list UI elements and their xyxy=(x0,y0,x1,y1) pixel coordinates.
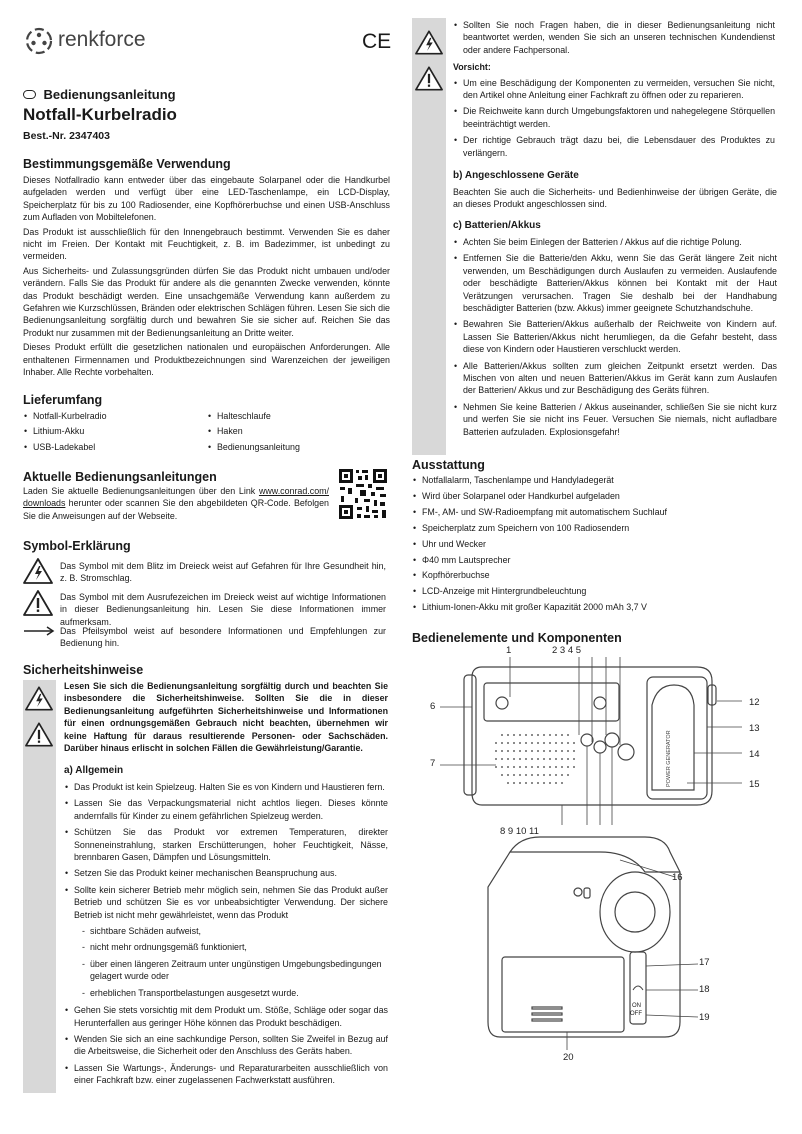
radio-back-diagram xyxy=(470,832,730,1052)
callout-label-12: 12 xyxy=(749,697,760,708)
intended-use-p3: Aus Sicherheits- und Zulassungsgründen dürfen Sie das Produkt nicht umbauen und/oder verändern. Falls Sie das Produkt für andere als die genannten Zwecke verwenden, könnte das Produkt beschädigt werden. Eine unsachgemäße Verwendung kann außerdem zu Gefahren wie Kurzschlüssen, Bränden oder elektrischen Schlägen führen. Lesen Sie sich die Bedienungsanleitung sorgfältig durch und bewahren Sie sie sicher auf. Reichen Sie das Produkt nur zusammen mit der Bedienungsanleitung an Dritte weiter. xyxy=(23,265,390,338)
callout-lines xyxy=(440,657,742,825)
list-item: • Bedienungsanleitung xyxy=(207,441,387,453)
callout-label-19: 19 xyxy=(699,1012,710,1023)
components-title: Bedienelemente und Komponenten xyxy=(412,631,622,645)
list-item: • Gehen Sie stets vorsichtig mit dem Produkt um. Stöße, Schläge oder sogar das Herunterfallen aus geringer Höhe können das Produkt beschädigen. xyxy=(64,1004,388,1029)
callout-label-2-5: 2 3 4 5 xyxy=(552,645,582,656)
general-list xyxy=(64,781,388,1087)
safety-intro: Lesen Sie sich die Bedienungsanleitung sorgfältig durch und beachten Sie insbesondere die Sicherheitshinweise. Sollten Sie die in dieser Bedienungsanleitung aufgeführten Sicherheitshinweise und Informationen für einen ordnungsgemäßen Gebrauch nicht beachten, übernehmen wir keine Haftung für daraus resultierende Personen- oder Sachschäden. Darüber hinaus erlischt in solchen Fällen die Gewährleistung/Garantie. xyxy=(64,681,388,754)
callout-label-15: 15 xyxy=(749,779,760,790)
battery-list xyxy=(453,236,777,438)
manual-label: Bedienungsanleitung xyxy=(43,87,176,102)
list-item: • LCD-Anzeige mit Hintergrundbeleuchtung xyxy=(412,585,777,597)
list-item: • Die Reichweite kann durch Umgebungsfaktoren und nahegelegene Störquellen beeinträchtigt werden. xyxy=(453,105,775,130)
list-item: • Setzen Sie das Produkt keiner mechanischen Beanspruchung aus. xyxy=(64,867,388,879)
manuals-link-cont[interactable]: downloads xyxy=(23,498,66,509)
symbol-arrow-text: Das Pfeilsymbol weist auf besondere Informationen und Empfehlungen zur Bedienung hin. xyxy=(60,626,386,649)
sub-list-item: - sichtbare Schäden aufweist, xyxy=(82,925,388,937)
list-item: • FM-, AM- und SW-Radioempfang mit automatischem Suchlauf xyxy=(412,506,777,518)
list-item: • Kopfhörerbuchse xyxy=(412,569,777,581)
list-item: • Speicherplatz zum Speichern von 100 Radiosendern xyxy=(412,522,777,534)
radio-front-diagram xyxy=(412,645,782,835)
arrow-right-icon xyxy=(23,626,55,636)
scope-list-right xyxy=(207,410,387,453)
radio-back-body xyxy=(488,837,680,1037)
lightning-warning-icon xyxy=(23,558,53,584)
callout-label-1: 1 xyxy=(506,645,512,656)
sub-list-item: - nicht mehr ordnungsgemäß funktioniert, xyxy=(82,941,388,953)
power-generator-label: POWER GENERATOR xyxy=(666,730,672,787)
list-item: • Wenden Sie sich an eine sachkundige Person, sollten Sie Zweifel in Bezug auf die Arbeitsweise, die Sicherheit oder den Anschluss des Geräts haben. xyxy=(64,1033,388,1058)
exclamation-warning-icon xyxy=(415,66,443,91)
list-item: • Lithium-Ionen-Akku mit großer Kapazität 2000 mAh 3,7 V xyxy=(412,601,777,613)
list-item: • Φ40 mm Lautsprecher xyxy=(412,554,777,566)
symbol-lightning-text: Das Symbol mit dem Blitz im Dreieck weist auf Gefahren für Ihre Gesundheit hin, z. B. Stromschlag. xyxy=(60,561,386,584)
callout-label-20: 20 xyxy=(563,1052,574,1063)
lightning-warning-icon xyxy=(25,686,53,711)
safety-title: Sicherheitshinweise xyxy=(23,663,144,677)
intended-use-p1: Dieses Notfallradio kann entweder über das eingebaute Solarpanel oder die Handkurbel aufgeladen werden und verfügt über eine LED-Taschenlampe, ein LCD-Display, Speicherplatz für bis zu 100 Radiosender, eine Kopfhörerbuchse und einen USB-Anschluss zum Aufladen von Mobiltelefonen. xyxy=(23,175,390,223)
features-title: Ausstattung xyxy=(412,458,485,472)
list-item: • Uhr und Wecker xyxy=(412,538,777,550)
lightning-warning-icon xyxy=(415,30,443,55)
intended-use-p2: Das Produkt ist ausschließlich für den Innengebrauch bestimmt. Verwenden Sie es daher nicht im Freien. Der Kontakt mit Feuchtigkeit, z. B. im Badezimmer, ist unbedingt zu vermeiden. xyxy=(23,226,390,262)
connected-text: Beachten Sie auch die Sicherheits- und Bedienhinweise der übrigen Geräte, die an dieses Produkt angeschlossen sind. xyxy=(453,187,777,210)
list-item: • Schützen Sie das Produkt vor extremen Temperaturen, direkter Sonneneinstrahlung, starken Erschütterungen, hoher Feuchtigkeit, Nässe, brennbaren Gasen, Dämpfen und Lösungsmitteln. xyxy=(64,826,388,863)
manual-book-icon xyxy=(23,90,36,99)
list-item: • Haken xyxy=(207,425,387,437)
switch-off-label: OFF xyxy=(630,1011,642,1017)
manual-label-row xyxy=(23,86,176,104)
order-number: Best.-Nr. 2347403 xyxy=(23,130,110,142)
list-item: • Der richtige Gebrauch trägt dazu bei, die Lebensdauer des Produktes zu verlängern. xyxy=(453,134,775,159)
exclamation-warning-icon xyxy=(23,590,53,616)
list-item: • Lithium-Akku xyxy=(23,425,203,437)
list-item: • Lassen Sie Wartungs-, Änderungs- und Reparaturarbeiten ausschließlich von einer Fachkraft bzw. einer zugelassenen Fachwerkstatt ausführen. xyxy=(64,1062,388,1087)
features-list xyxy=(412,474,777,614)
list-item: • Nehmen Sie keine Batterien / Akkus auseinander, schließen Sie sie nicht kurz und werfen Sie sie nicht ins Feuer. Versuchen Sie niemals, nicht aufladbare Batterien aufzuladen. Explosionsgefahr! xyxy=(453,401,777,438)
scope-title: Lieferumfang xyxy=(23,393,103,407)
callout-label-7: 7 xyxy=(430,758,436,769)
callout-label-14: 14 xyxy=(749,749,760,760)
callout-label-18: 18 xyxy=(699,984,710,995)
callout-label-16: 16 xyxy=(672,872,683,883)
callout-label-13: 13 xyxy=(749,723,760,734)
manuals-title: Aktuelle Bedienungsanleitungen xyxy=(23,470,217,484)
callout-label-6: 6 xyxy=(430,701,436,712)
right-top-block xyxy=(453,19,775,159)
intended-use-p4: Dieses Produkt erfüllt die gesetzlichen nationalen und europäischen Anforderungen. Alle enthaltenen Firmennamen und Produktbezeichnungen sind Warenzeichen der jeweiligen Inhaber. Alle Rechte vorbehalten. xyxy=(23,342,390,378)
brand-name: renkforce xyxy=(58,28,146,51)
radio-front-body xyxy=(464,667,716,805)
product-name: Notfall-Kurbelradio xyxy=(23,105,177,124)
exclamation-warning-icon xyxy=(25,722,53,747)
list-item: • Wird über Solarpanel oder Handkurbel aufgeladen xyxy=(412,490,777,502)
list-item: • USB-Ladekabel xyxy=(23,441,203,453)
scope-list-left xyxy=(23,410,203,453)
battery-title: c) Batterien/Akkus xyxy=(453,220,541,231)
list-item: • Sollten Sie noch Fragen haben, die in dieser Bedienungsanleitung nicht beantwortet werden, wenden Sie sich an unseren technischen Kundendienst oder andere Fachpersonal. xyxy=(453,19,775,56)
caution-label: Vorsicht: xyxy=(453,62,491,73)
symbol-exclamation-text: Das Symbol mit dem Ausrufezeichen im Dreieck weist auf wichtige Informationen in dieser Bedienungsanleitung hin. Lesen Sie diese Informationen immer aufmerksam. xyxy=(60,592,386,627)
ce-mark: CE xyxy=(362,30,392,53)
manuals-link[interactable]: www.conrad.com/ xyxy=(258,486,329,496)
list-item: • Sollte kein sicherer Betrieb mehr möglich sein, nehmen Sie das Produkt außer Betrieb und schützen Sie es vor unbeabsichtigter Verwendung. Der sichere Betrieb ist nicht mehr gewährleistet, wenn das Produkt xyxy=(64,884,388,921)
symbols-title: Symbol-Erklärung xyxy=(23,539,131,553)
general-title: a) Allgemein xyxy=(64,765,124,776)
qr-code-icon xyxy=(338,468,388,520)
intended-use-body xyxy=(23,174,390,379)
list-item: • Notfallalarm, Taschenlampe und Handyladegerät xyxy=(412,474,777,486)
list-item: • Lassen Sie das Verpackungsmaterial nicht achtlos liegen. Dieses könnte andernfalls für Kinder zu einem gefährlichen Spielzeug werden. xyxy=(64,797,388,822)
switch-on-label: ON xyxy=(632,1003,641,1009)
sub-list-item: - erheblichen Transportbelastungen ausgesetzt wurde. xyxy=(82,987,388,999)
sub-list-item: - über einen längeren Zeitraum unter ungünstigen Umgebungsbedingungen gelagert wurde oder xyxy=(82,958,388,983)
list-item: • Um eine Beschädigung der Komponenten zu vermeiden, versuchen Sie nicht, den Artikel ohne Anleitung einer Fachkraft zu öffnen oder zu reparieren. xyxy=(453,77,775,102)
list-item: • Halteschlaufe xyxy=(207,410,387,422)
callout-label-17: 17 xyxy=(699,957,710,968)
speaker-grille xyxy=(495,734,575,784)
manuals-text: Laden Sie aktuelle Bedienungsanleitungen über den Link www.conrad.com/ downloads herunter oder scannen Sie den abgebildeten QR-Code. Befolgen Sie die Anweisungen auf der Webseite. xyxy=(23,486,329,521)
renkforce-logo-icon xyxy=(24,26,54,56)
list-item: • Notfall-Kurbelradio xyxy=(23,410,203,422)
list-item: • Das Produkt ist kein Spielzeug. Halten Sie es von Kindern und Haustieren fern. xyxy=(64,781,388,793)
list-item: • Entfernen Sie die Batterie/den Akku, wenn Sie das Gerät längere Zeit nicht verwenden, um Beschädigungen durch Auslaufen zu vermeiden. Auslaufende oder beschädigte Batterien/Akkus können bei Kontakt mit der Haut Verätzungen verursachen. Tragen Sie deshalb bei der Handhabung beschädigter Batterien (bzw. Akkus) immer geeignete Schutzhandschuhe. xyxy=(453,252,777,314)
list-item: • Achten Sie beim Einlegen der Batterien / Akkus auf die richtige Polung. xyxy=(453,236,777,248)
list-item: • Bewahren Sie Batterien/Akkus außerhalb der Reichweite von Kindern auf. Lassen Sie Batterien/Akkus nicht herumliegen, da die Gefahr besteht, dass diese von Kindern oder Haustieren verschluckt werden. xyxy=(453,318,777,355)
headphone-jack-icon xyxy=(633,986,643,990)
list-item: • Alle Batterien/Akkus sollten zum gleichen Zeitpunkt ersetzt werden. Das Mischen von alten und neuen Batterien/Akkus im Gerät kann zum Auslaufen der Batterien/ Akkus und zur Beschädigung des Geräts führen. xyxy=(453,360,777,397)
callout-label-8-11: 8 9 10 11 xyxy=(500,826,539,837)
connected-title: b) Angeschlossene Geräte xyxy=(453,170,579,181)
intended-use-title: Bestimmungsgemäße Verwendung xyxy=(23,157,231,171)
brand-logo xyxy=(24,26,164,58)
